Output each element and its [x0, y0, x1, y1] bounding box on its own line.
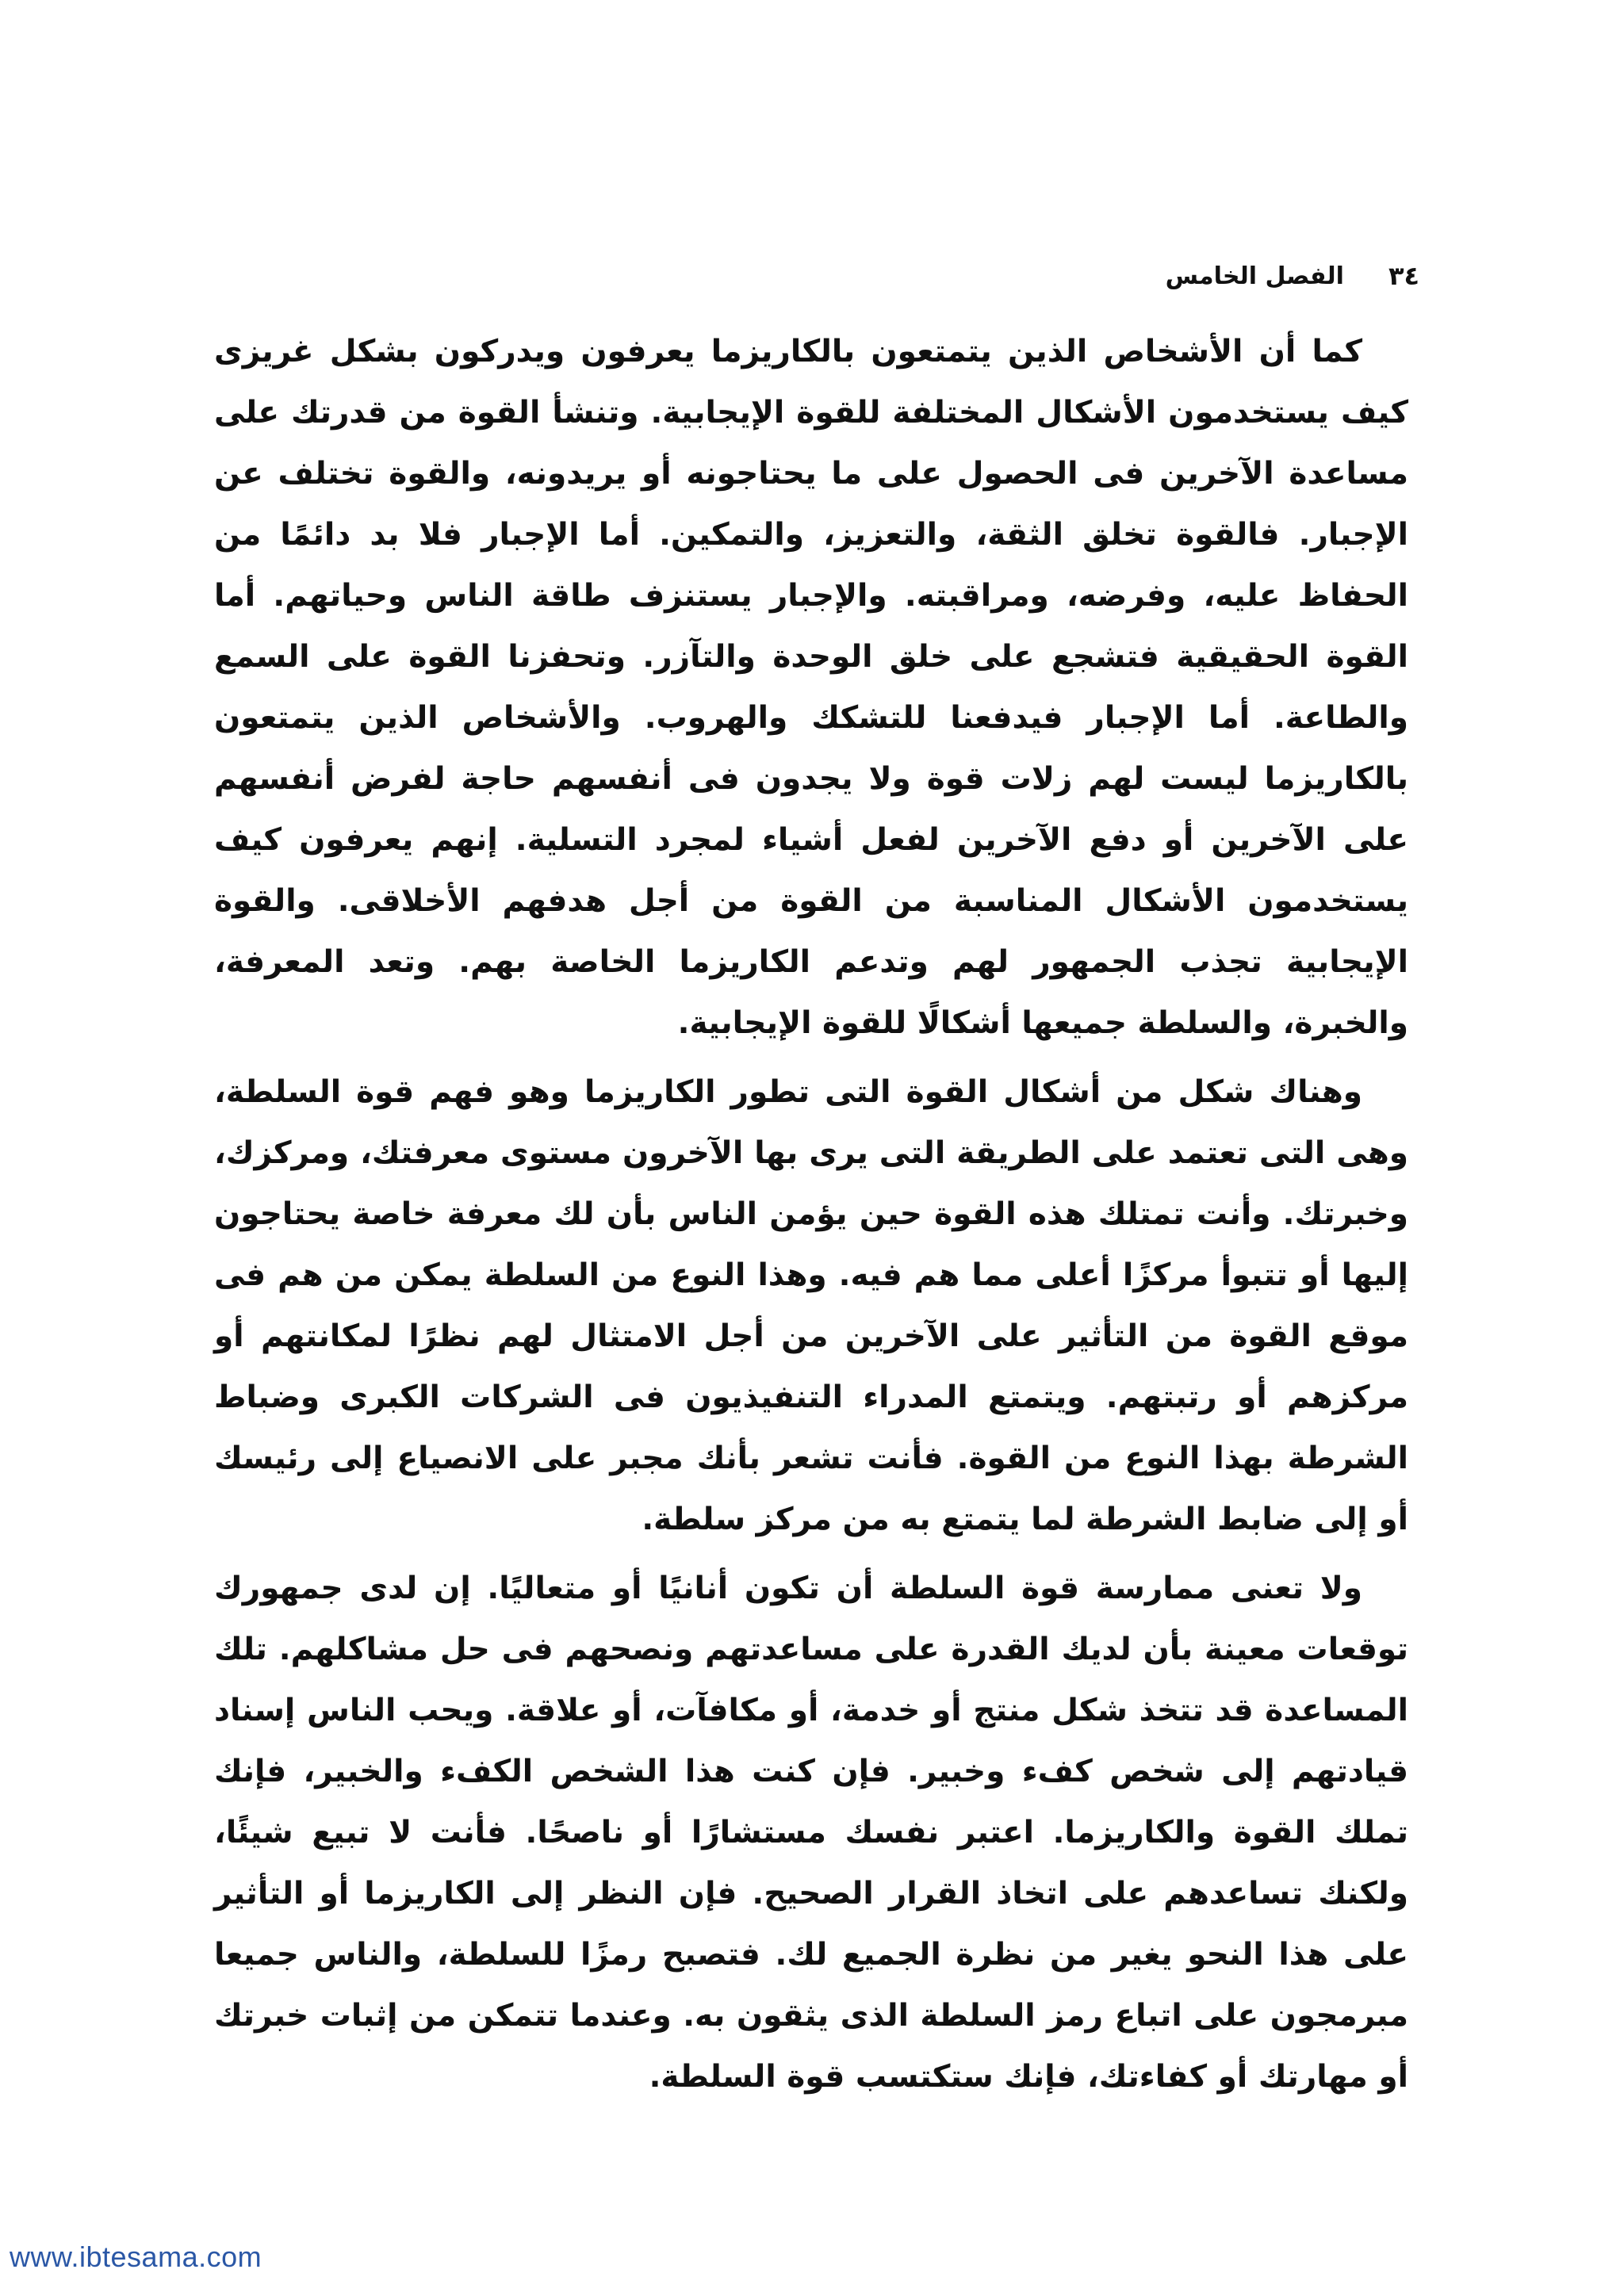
paragraph-1: كما أن الأشخاص الذين يتمتعون بالكاريزما يعرفون ويدركون بشكل غريزى كيف يستخدمون الأشكال المختلفة للقوة الإيجابية. وتنشأ القوة من قدرتك على مساعدة الآخرين فى الحصول على ما يحتاجونه أو يريدونه، والقوة تختلف عن الإجبار. فالقوة تخلق الثقة، والتعزيز، والتمكين. أما الإجبار فلا بد دائمًا من الحفاظ عليه، وفرضه، ومراقبته. والإجبار يستنزف طاقة الناس وحياتهم. أما القوة الحقيقية فتشجع على خلق الوحدة والتآزر. وتحفزنا القوة على السمع والطاعة. أما الإجبار فيدفعنا للتشكك والهروب. والأشخاص الذين يتمتعون بالكاريزما ليست لهم زلات قوة ولا يجدون فى أنفسهم حاجة لفرض أنفسهم على الآخرين أو دفع الآخرين لفعل أشياء لمجرد التسلية. إنهم يعرفون كيف يستخدمون الأشكال المناسبة من القوة من أجل هدفهم الأخلاقى. والقوة الإيجابية تجذب الجمهور لهم وتدعم الكاريزما الخاصة بهم. وتعد المعرفة، والخبرة، والسلطة جميعها أشكالًا للقوة الإيجابية.: [214, 334, 1408, 1041]
watermark-link[interactable]: www.ibtesama.com: [10, 2241, 262, 2273]
body-text: [214, 321, 1408, 2160]
page-number: ٣٤: [1388, 261, 1419, 291]
paragraph-3: ولا تعنى ممارسة قوة السلطة أن تكون أنانيًا أو متعاليًا. إن لدى جمهورك توقعات معينة بأن لديك القدرة على مساعدتهم ونصحهم فى حل مشاكلهم. تلك المساعدة قد تتخذ شكل منتج أو خدمة، أو مكافآت، أو علاقة. ويحب الناس إسناد قيادتهم إلى شخص كفء وخبير. فإن كنت هذا الشخص الكفء والخبير، فإنك تملك القوة والكاريزما. اعتبر نفسك مستشارًا أو ناصحًا. فأنت لا تبيع شيئًا، ولكنك تساعدهم على اتخاذ القرار الصحيح. فإن النظر إلى الكاريزما أو التأثير على هذا النحو يغير من نظرة الجميع لك. فتصبح رمزًا للسلطة، والناس جميعا مبرمجون على اتباع رمز السلطة الذى يثقون به. وعندما تتمكن من إثبات خبرتك أو مهارتك أو كفاءتك، فإنك ستكتسب قوة السلطة.: [214, 1571, 1408, 2095]
chapter-title: الفصل الخامس: [1165, 262, 1344, 290]
running-header: [1102, 252, 1419, 300]
paragraph-2: وهناك شكل من أشكال القوة التى تطور الكاريزما وهو فهم قوة السلطة، وهى التى تعتمد على الطريقة التى يرى بها الآخرون مستوى معرفتك، ومركزك، وخبرتك. وأنت تمتلك هذه القوة حين يؤمن الناس بأن لك معرفة خاصة يحتاجون إليها أو تتبوأ مركزًا أعلى مما هم فيه. وهذا النوع من السلطة يمكن من هم فى موقع القوة من التأثير على الآخرين من أجل الامتثال لهم نظرًا لمكانتهم أو مركزهم أو رتبتهم. ويتمتع المدراء التنفيذيون فى الشركات الكبرى وضباط الشرطة بهذا النوع من القوة. فأنت تشعر بأنك مجبر على الانصياع إلى رئيسك أو إلى ضابط الشرطة لما يتمتع به من مركز سلطة.: [214, 1074, 1408, 1537]
